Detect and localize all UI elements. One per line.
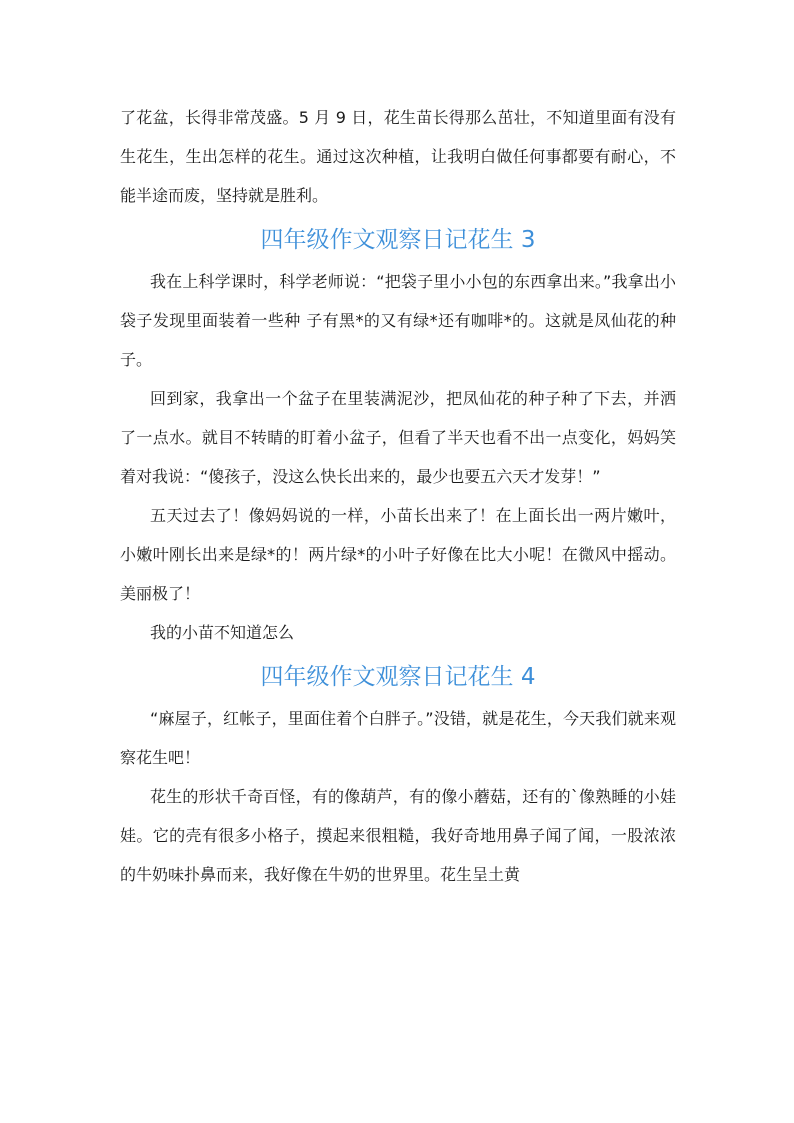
paragraph-continued: 了花盆，长得非常茂盛。5 月 9 日，花生苗长得那么茁壮，不知道里面有没有生花生，生出怎样的花生。通过这次种植，让我明白做任何事都要有耐心，不能半途而废，坚持就是胜利。 xyxy=(120,108,676,205)
section4-paragraph-2: 花生的形状千奇百怪，有的像葫芦，有的像小蘑菇，还有的`像熟睡的小娃娃。它的壳有很多小格子，摸起来很粗糙，我好奇地用鼻子闻了闻，一股浓浓的牛奶味扑鼻而来，我好像在牛奶的世界里。花生呈土黄 xyxy=(120,787,676,884)
section3-paragraph-1: 我在上科学课时，科学老师说：“把袋子里小小包的东西拿出来。”我拿出小袋子发现里面装着一些种 子有黑*的又有绿*还有咖啡*的。这就是凤仙花的种子。 xyxy=(120,272,676,369)
document-page xyxy=(120,98,676,894)
section3-paragraph-2: 回到家，我拿出一个盆子在里装满泥沙，把凤仙花的种子种了下去，并洒了一点水。就目不转睛的盯着小盆子，但看了半天也看不出一点变化，妈妈笑着对我说：“傻孩子，没这么快长出来的，最少也要五六天才发芽！” xyxy=(120,389,676,486)
section3-paragraph-3: 五天过去了！像妈妈说的一样，小苗长出来了！在上面长出一两片嫩叶，小嫩叶刚长出来是绿*的！两片绿*的小叶子好像在比大小呢！在微风中摇动。美丽极了！ xyxy=(120,506,676,603)
section3-paragraph-4: 我的小苗不知道怎么 xyxy=(150,623,295,642)
section-title-3: 四年级作文观察日记花生 3 xyxy=(260,227,536,253)
section4-paragraph-1: “麻屋子，红帐子，里面住着个白胖子。”没错，就是花生，今天我们就来观察花生吧！ xyxy=(120,709,676,767)
section-title-4: 四年级作文观察日记花生 4 xyxy=(260,664,536,690)
